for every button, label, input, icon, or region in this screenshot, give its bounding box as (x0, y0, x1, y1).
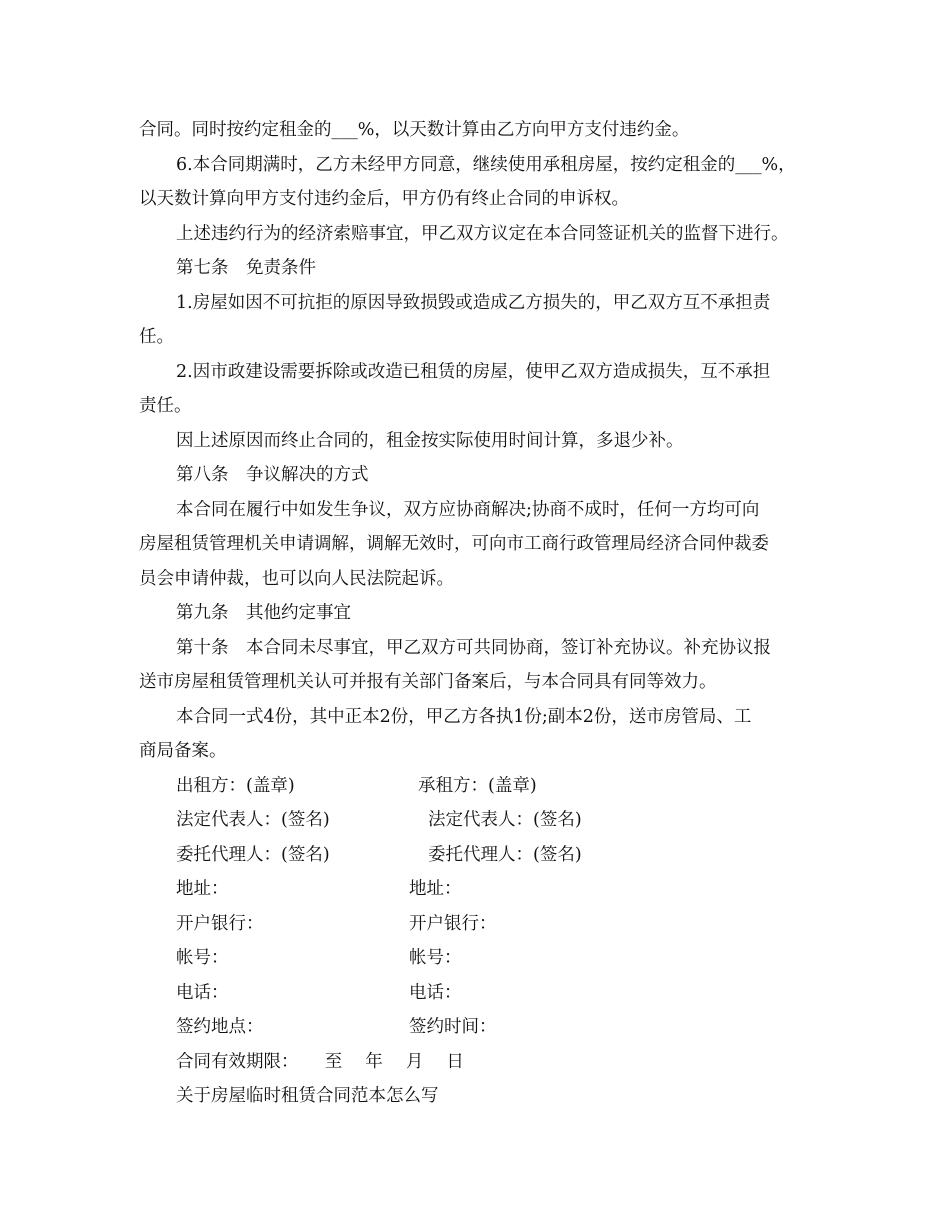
section-heading: 第八条 争议解决的方式 (176, 465, 369, 485)
section-heading: 第七条 免责条件 (176, 258, 316, 278)
text-line: 1.房屋如因不可抗拒的原因导致损毁或造成乙方损失的，甲乙双方互不承担责 (176, 293, 771, 313)
lessor-account-label: 帐号： (176, 948, 229, 968)
lessee-legal-rep-label: 法定代表人：(签名) (428, 810, 582, 830)
text-line: 送市房屋租赁管理机关认可并报有关部门备案后，与本合同具有同等效力。 (139, 672, 717, 692)
signing-place-label: 签约地点： (176, 1017, 264, 1037)
lessor-address-label: 地址： (176, 879, 229, 899)
text-line: 以天数计算向甲方支付违约金后，甲方仍有终止合同的申诉权。 (139, 189, 629, 209)
text-line: 房屋租赁管理机关申请调解，调解无效时，可向市工商行政管理局经济合同仲裁委 (139, 534, 769, 554)
lessor-agent-label: 委托代理人：(签名) (176, 845, 330, 865)
text-line: 2.因市政建设需要拆除或改造已租赁的房屋，使甲乙双方造成损失，互不承担 (176, 362, 771, 382)
lessee-address-label: 地址： (409, 879, 462, 899)
text-line: 合同。同时按约定租金的___%，以天数计算由乙方向甲方支付违约金。 (139, 120, 690, 140)
lessor-legal-rep-label: 法定代表人：(签名) (176, 810, 330, 830)
lessor-phone-label: 电话： (176, 983, 229, 1003)
lessee-account-label: 帐号： (409, 948, 462, 968)
text-line: 本合同在履行中如发生争议，双方应协商解决;协商不成时，任何一方均可向 (176, 500, 760, 520)
text-line: 任。 (139, 327, 174, 347)
text-line: 第十条 本合同未尽事宜，甲乙双方可共同协商，签订补充协议。补充协议报 (176, 638, 771, 658)
text-line: 本合同一式4份，其中正本2份，甲乙方各执1份;副本2份，送市房管局、工 (176, 707, 752, 727)
text-line: 6.本合同期满时，乙方未经甲方同意，继续使用承租房屋，按约定租金的___%， (176, 155, 796, 175)
text-line: 责任。 (139, 396, 192, 416)
signing-time-label: 签约时间： (409, 1017, 497, 1037)
section-heading: 第九条 其他约定事宜 (176, 603, 351, 623)
lessor-seal-label: 出租方：(盖章) (176, 776, 295, 796)
lessor-bank-label: 开户银行： (176, 914, 264, 934)
text-line: 员会申请仲裁，也可以向人民法院起诉。 (139, 569, 454, 589)
text-line: 因上述原因而终止合同的，租金按实际使用时间计算，多退少补。 (176, 431, 684, 451)
lessee-phone-label: 电话： (409, 983, 462, 1003)
text-line: 上述违约行为的经济索赔事宜，甲乙双方议定在本合同签证机关的监督下进行。 (176, 224, 789, 244)
lessee-agent-label: 委托代理人：(签名) (428, 845, 582, 865)
footer-title: 关于房屋临时租赁合同范本怎么写 (176, 1086, 439, 1106)
contract-validity-line: 合同有效期限： 至 年 月 日 (176, 1052, 464, 1072)
lessee-bank-label: 开户银行： (409, 914, 497, 934)
lessee-seal-label: 承租方：(盖章) (418, 776, 537, 796)
text-line: 商局备案。 (139, 741, 227, 761)
